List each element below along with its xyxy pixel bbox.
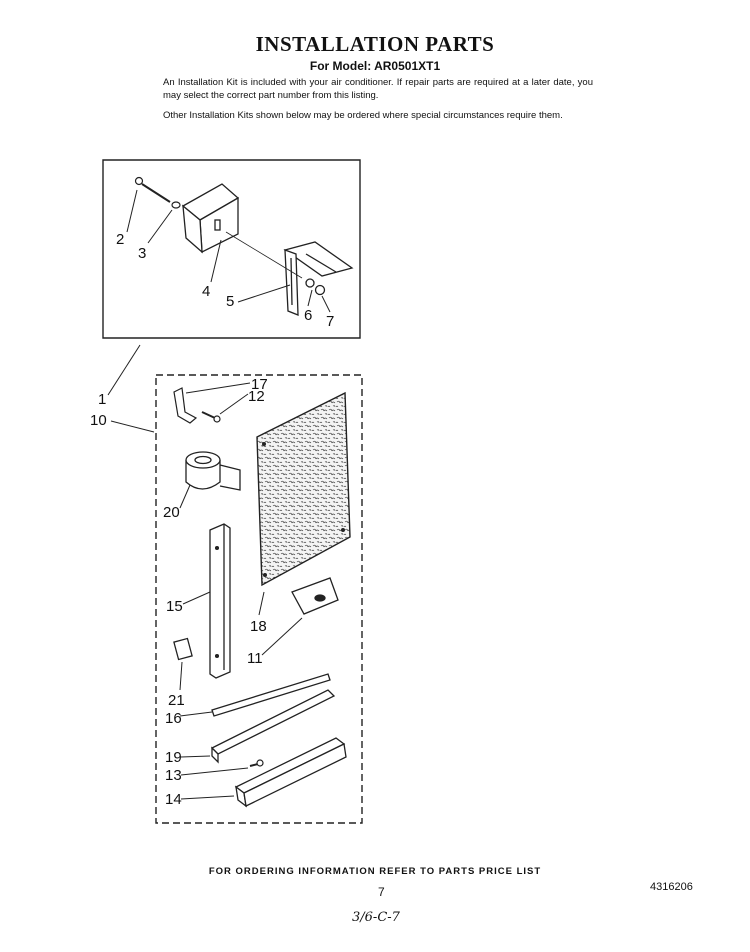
callout-10: 10	[90, 412, 107, 429]
part-seal-strip-16	[212, 674, 330, 716]
callout-1: 1	[98, 391, 107, 408]
callout-19: 19	[165, 749, 182, 766]
callout-16: 16	[165, 710, 182, 727]
part-washer-7	[316, 286, 325, 295]
callout-17: 17	[251, 376, 268, 393]
part-clip-11	[292, 578, 338, 614]
intro-paragraph-2: Other Installation Kits shown below may be ordered where special circumstances require them.	[163, 110, 563, 121]
part-tape-roll-20	[186, 452, 240, 490]
part-screw-2	[136, 178, 171, 203]
part-washer-3	[172, 202, 180, 208]
ordering-info-footer: FOR ORDERING INFORMATION REFER TO PARTS PRICE LIST	[208, 866, 542, 877]
callout-20: 20	[163, 504, 180, 521]
model-line: For Model: AR0501XT1	[309, 59, 441, 73]
part-nut-6	[306, 279, 314, 287]
handwritten-note: 3/6-C-7	[352, 910, 400, 925]
part-channel-15	[210, 524, 230, 678]
part-bracket-5	[285, 242, 352, 315]
callout-21: 21	[168, 692, 185, 709]
part-cover-4	[183, 184, 238, 252]
callout-18: 18	[250, 618, 267, 635]
callout-7: 7	[326, 313, 335, 330]
callout-15: 15	[166, 598, 183, 615]
part-bracket-17	[174, 388, 196, 423]
part-screw-12	[202, 412, 220, 422]
page-title: INSTALLATION PARTS	[255, 32, 495, 56]
part-sill-channel-14	[236, 738, 346, 806]
callout-5: 5	[226, 293, 235, 310]
callout-11: 11	[247, 650, 263, 667]
callout-2: 2	[116, 231, 125, 248]
document-number: 4316206	[650, 881, 693, 893]
callout-4: 4	[202, 283, 211, 300]
callout-6: 6	[304, 307, 313, 324]
callout-3: 3	[138, 245, 147, 262]
callout-13: 13	[165, 767, 182, 784]
callout-14: 14	[165, 791, 182, 808]
callout-12: 12	[248, 388, 265, 405]
intro-paragraph-1: An Installation Kit is included with your air conditioner. If repair parts are required at a later date, you may select the correct part number from this listing.	[163, 77, 593, 101]
page-number: 7	[378, 885, 385, 899]
part-block-21	[174, 638, 192, 659]
part-screw-13	[250, 760, 263, 766]
part-foam-panel-18	[257, 393, 350, 585]
